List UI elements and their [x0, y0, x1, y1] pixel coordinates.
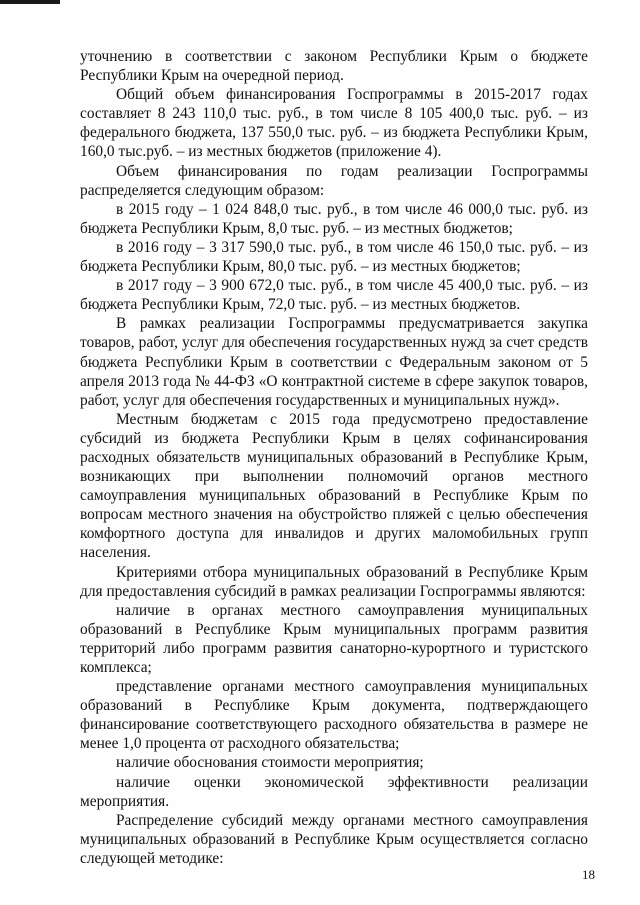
paragraph: наличие обоснования стоимости мероприятия;	[116, 754, 424, 772]
paragraph: в 2015 году – 1 024 848,0 тыс. руб., в том числе 46 000,0 тыс. руб. из бюджета Республики Крым, 8,0 тыс. руб. – из местных бюджетов;	[80, 200, 588, 237]
paragraph: в 2016 году – 3 317 590,0 тыс. руб., в том числе 46 150,0 тыс. руб. – из бюджета Республики Крым, 80,0 тыс. руб. – из местных бюджетов;	[80, 238, 588, 276]
paragraph: Местным бюджетам с 2015 года предусмотрено предоставление субсидий из бюджета Республики Крым в целях софинансирования расходных обязательств муниципальных образований в Республике Крым, возникающих при выполнении полномочий органов местного самоуправления муниципальных образований в Республике Крым по вопросам местного значения на обустройство пляжей с целью обеспечения комфортного доступа для инвалидов и других маломобильных групп населения.	[80, 410, 588, 562]
body-text	[80, 47, 588, 868]
paragraph: Распределение субсидий между органами местного самоуправления муниципальных образований в Республике Крым осуществляется согласно следующей методике:	[80, 811, 588, 867]
paragraph: Объем финансирования по годам реализации Госпрограммы распределяется следующим образом:	[80, 162, 588, 199]
paragraph: наличие в органах местного самоуправления муниципальных образований в Республике Крым муниципальных программ развития территорий либо программ развития санаторно-курортного и туристского комплекса;	[80, 601, 588, 676]
scan-artifact	[0, 0, 60, 4]
paragraph: Общий объем финансирования Госпрограммы в 2015-2017 годах составляет 8 243 110,0 тыс. руб., в том числе 8 105 400,0 тыс. руб. – из федерального бюджета, 137 550,0 тыс. руб. – из бюджета Республики Крым, 160,0 тыс.руб. – из местных бюджетов (приложение 4).	[80, 86, 588, 161]
paragraph: В рамках реализации Госпрограммы предусматривается закупка товаров, работ, услуг для обеспечения государственных нужд за счет средств бюджета Республики Крым в соответствии с Федеральным законом от 5 апреля 2013 года № 44-ФЗ «О контрактной системе в сфере закупок товаров, работ, услуг для обеспечения государственных и муниципальных нужд».	[80, 315, 588, 409]
paragraph: в 2017 году – 3 900 672,0 тыс. руб., в том числе 45 400,0 тыс. руб. – из бюджета Республики Крым, 72,0 тыс. руб. – из местных бюджетов.	[80, 277, 588, 314]
page-number: 18	[582, 867, 595, 882]
paragraph: наличие оценки экономической эффективности реализации мероприятия.	[80, 773, 588, 810]
paragraph: Критериями отбора муниципальных образований в Республике Крым для предоставления субсидий в рамках реализации Госпрограммы являются:	[80, 563, 588, 600]
paragraph: уточнению в соответствии с законом Республики Крым о бюджете Республики Крым на очередной период.	[80, 48, 588, 85]
paragraph: представление органами местного самоуправления муниципальных образований в Республике Крым документа, подтверждающего финансирование соответствующего расходного обязательства в размере не менее 1,0 процента от расходного обязательства;	[80, 678, 588, 753]
